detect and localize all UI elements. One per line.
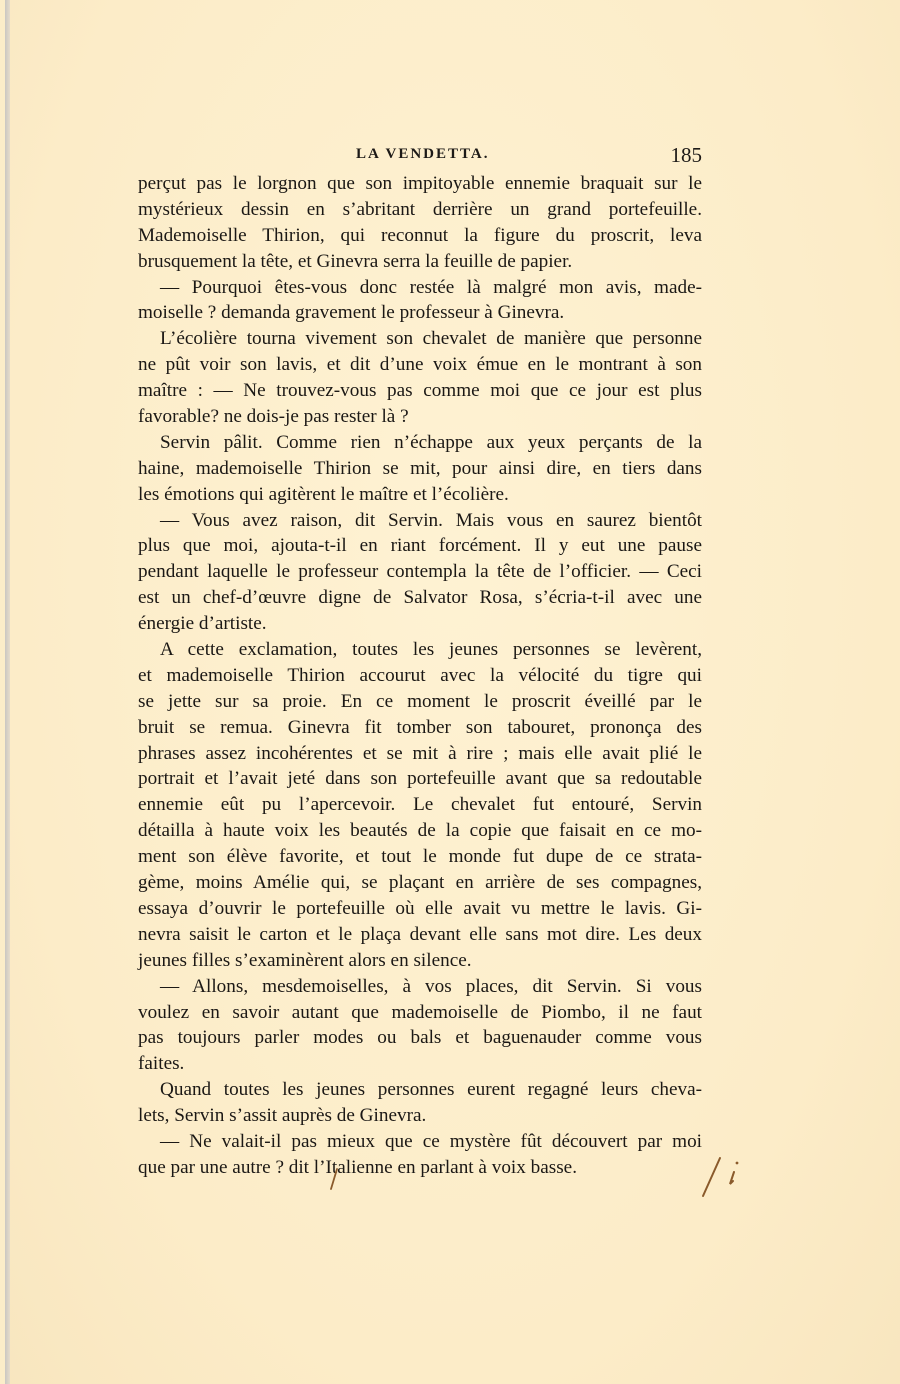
text-line: A cette exclamation, toutes les jeunes personnes se levèrent,: [160, 639, 702, 661]
text-line: haine, mademoiselle Thirion se mit, pour ainsi dire, en tiers dans: [138, 457, 702, 479]
text-line: mystérieux dessin en s’abritant derrière un grand portefeuille.: [138, 198, 702, 220]
text-line: brusquement la tête, et Ginevra serra la feuille de papier.: [138, 250, 573, 272]
text-line: nevra saisit le carton et le plaça devant elle sans mot dire. Les deux: [138, 923, 702, 945]
text-line: bruit se remua. Ginevra fit tomber son tabouret, prononça des: [138, 716, 702, 738]
text-line: énergie d’artiste.: [138, 613, 267, 635]
text-line: plus que moi, ajouta-t-il en riant forcément. Il y eut une pause: [138, 535, 702, 557]
text-line: essaya d’ouvrir le portefeuille où elle avait vu mettre le lavis. Gi-: [138, 897, 702, 919]
page-number: 185: [670, 143, 702, 167]
running-header: [138, 143, 702, 167]
text-line: gème, moins Amélie qui, se plaçant en arrière de ses compagnes,: [138, 872, 702, 894]
text-line: L’écolière tourna vivement son chevalet de manière que personne: [160, 328, 702, 350]
handwritten-margin-mark: [699, 1148, 759, 1200]
text-line: favorable? ne dois-je pas rester là ?: [138, 406, 409, 428]
text-line: pendant laquelle le professeur contempla la tête de l’officier. — Ceci: [138, 561, 702, 583]
text-line: portrait et l’avait jeté dans son portefeuille avant que sa redoutable: [138, 768, 702, 790]
text-line: voulez en savoir autant que mademoiselle de Piombo, il ne faut: [138, 1001, 702, 1023]
text-line: Servin pâlit. Comme rien n’échappe aux yeux perçants de la: [160, 431, 702, 453]
text-line: et mademoiselle Thirion accourut avec la vélocité du tigre qui: [138, 664, 702, 686]
text-line: perçut pas le lorgnon que son impitoyable ennemie braquait sur le: [138, 173, 702, 194]
page-edge-shadow: [5, 0, 10, 1384]
text-line: ne pût voir son lavis, et dit d’une voix émue en le montrant à son: [138, 354, 702, 376]
text-line: Mademoiselle Thirion, qui reconnut la figure du proscrit, leva: [138, 224, 702, 246]
text-line: les émotions qui agitèrent le maître et l’écolière.: [138, 483, 509, 505]
text-line: moiselle ? demanda gravement le professeur à Ginevra.: [138, 302, 565, 324]
text-line: — Allons, mesdemoiselles, à vos places, dit Servin. Si vous: [160, 975, 702, 997]
text-line: lets, Servin s’assit auprès de Ginevra.: [138, 1105, 427, 1127]
running-title: LA VENDETTA.: [356, 146, 490, 162]
text-line: ennemie eût pu l’apercevoir. Le chevalet fut entouré, Servin: [138, 794, 702, 816]
text-line: — Ne valait-il pas mieux que ce mystère fût découvert par moi: [160, 1130, 702, 1152]
text-line: Quand toutes les jeunes personnes eurent regagné leurs cheva-: [160, 1079, 702, 1101]
book-page: [5, 0, 900, 1384]
text-line: que par une autre ? dit l’Italienne en parlant à voix basse.: [138, 1156, 577, 1178]
text-line: est un chef-d’œuvre digne de Salvator Rosa, s’écria-t-il avec une: [138, 587, 702, 609]
text-line: jeunes filles s’examinèrent alors en silence.: [138, 949, 472, 971]
text-line: — Vous avez raison, dit Servin. Mais vous en saurez bientôt: [160, 509, 702, 531]
ink-stroke-mark: [327, 1168, 341, 1190]
body-text: [138, 171, 702, 1181]
text-line: ment son élève favorite, et tout le monde fut dupe de ce strata-: [138, 846, 702, 868]
text-line: détailla à haute voix les beautés de la copie que faisait en ce mo-: [138, 820, 702, 842]
text-line: faites.: [138, 1053, 185, 1075]
text-line: — Pourquoi êtes-vous donc restée là malgré mon avis, made-: [160, 276, 702, 298]
text-line: pas toujours parler modes ou bals et baguenauder comme vous: [138, 1027, 702, 1049]
text-line: maître : — Ne trouvez-vous pas comme moi que ce jour est plus: [138, 380, 702, 402]
text-line: se jette sur sa proie. En ce moment le proscrit éveillé par le: [138, 690, 702, 712]
text-line: phrases assez incohérentes et se mit à rire ; mais elle avait plié le: [138, 742, 702, 764]
